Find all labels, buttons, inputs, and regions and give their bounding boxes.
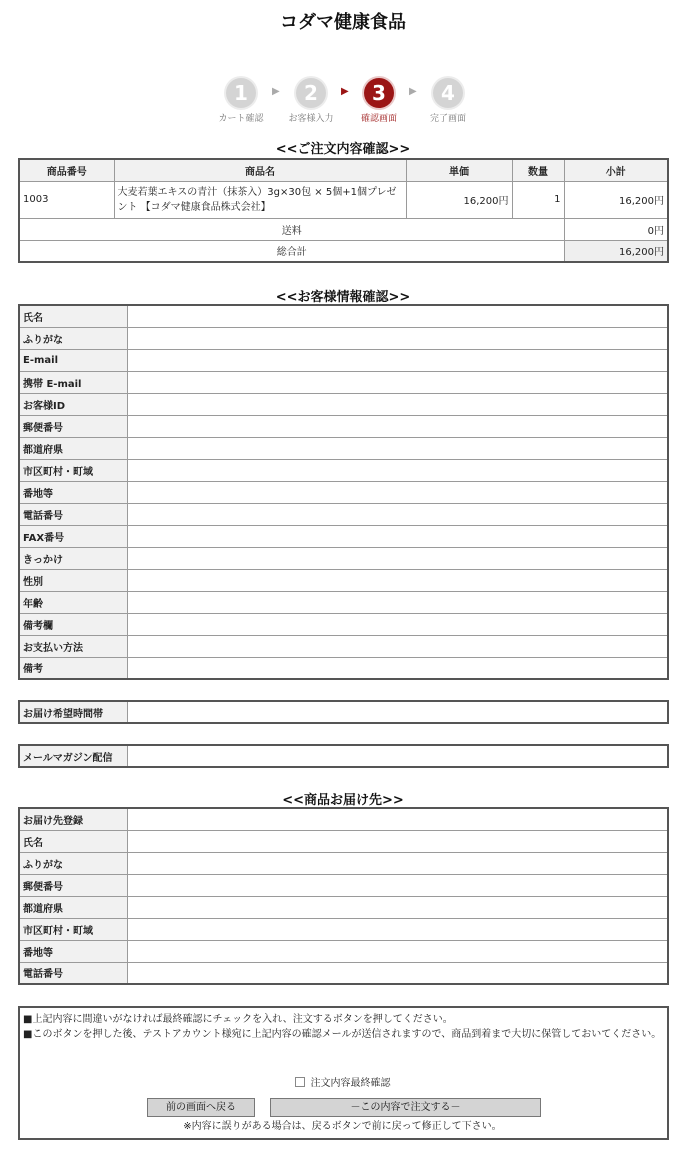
table-row [19,657,668,679]
table-row [19,481,668,503]
order-notice-box [18,1006,669,1140]
total-value: 16,200円 [564,240,668,262]
table-row [19,525,668,547]
step-arrow-icon: ▶ [409,86,417,97]
field-value [127,962,668,984]
field-value [127,503,668,525]
notice-line: ■このボタンを押した後、テストアカウント様宛に上記内容の確認メールが送信されますので、商品到着まで大切に保管しておいてください。 [23,1029,662,1040]
field-label: きっかけ [19,547,127,569]
customer-info-table [18,304,669,680]
step-label: 完了画面 [429,114,466,124]
table-row [19,940,668,962]
table-row [19,701,668,723]
col-header-price: 単価 [406,159,512,181]
field-label: お客様ID [19,393,127,415]
field-label: FAX番号 [19,525,127,547]
table-row [19,547,668,569]
field-value [127,918,668,940]
delivery-time-value [127,701,668,723]
table-row [19,349,668,371]
field-label: お支払い方法 [19,635,127,657]
step-arrow-icon: ▶ [272,86,280,97]
shipping-label: 送料 [19,218,564,240]
table-row [19,569,668,591]
field-value [127,547,668,569]
field-value [127,830,668,852]
field-label: ふりがな [19,852,127,874]
step-confirm [344,78,414,124]
field-label: 郵便番号 [19,874,127,896]
field-value [127,327,668,349]
field-label: 番地等 [19,940,127,962]
field-value [127,437,668,459]
final-confirm [20,1076,665,1091]
step-complete [413,78,483,124]
shipping-value: 0円 [564,218,668,240]
correction-note: ※内容に誤りがある場合は、戻るボタンで前に戻って修正して下さい。 [183,1121,502,1132]
step-customer-input [276,78,346,124]
field-label: 年齢 [19,591,127,613]
final-confirm-label[interactable]: 注文内容最終確認 [310,1078,391,1089]
total-label: 総合計 [19,240,564,262]
item-qty: 1 [512,181,564,218]
item-id: 1003 [19,181,114,218]
field-label: 市区町村・町域 [19,459,127,481]
step-number: 3 [364,78,394,108]
field-label: 氏名 [19,305,127,327]
field-label: 電話番号 [19,503,127,525]
order-header-row [19,159,668,181]
col-header-subtotal: 小計 [564,159,668,181]
step-number: 4 [433,78,463,108]
progress-steps [0,78,686,126]
field-label: 氏名 [19,830,127,852]
table-row [19,437,668,459]
table-row [19,852,668,874]
field-value [127,305,668,327]
table-row [19,393,668,415]
table-row [19,896,668,918]
table-row [19,962,668,984]
table-row [19,371,668,393]
shipping-row [19,218,668,240]
field-label: 郵便番号 [19,415,127,437]
item-name: 大麦若葉エキスの青汁（抹茶入）3g×30包 × 5個+1個プレゼント 【コダマ健康食品株式会社】 [114,181,406,218]
back-button[interactable]: 前の画面へ戻る [147,1098,255,1117]
delivery-time-table [18,700,669,724]
field-value [127,525,668,547]
field-value [127,349,668,371]
field-value [127,808,668,830]
field-value [127,591,668,613]
field-label: 番地等 [19,481,127,503]
field-label: 電話番号 [19,962,127,984]
order-table [18,158,669,263]
field-value [127,393,668,415]
field-value [127,852,668,874]
item-price: 16,200円 [406,181,512,218]
item-subtotal: 16,200円 [564,181,668,218]
table-row [19,745,668,767]
step-label: 確認画面 [360,114,397,124]
step-label: お客様入力 [288,114,334,124]
field-label: 備考 [19,657,127,679]
delivery-time-label: お届け希望時間帯 [19,701,127,723]
step-arrow-icon: ▶ [341,86,349,97]
customer-section-title: <<お客様情報確認>> [275,290,411,305]
notice-line: ■上記内容に間違いがなければ最終確認にチェックを入れ、注文するボタンを押してください。 [23,1014,453,1025]
table-row [19,613,668,635]
total-row [19,240,668,262]
col-header-name: 商品名 [114,159,406,181]
table-row [19,808,668,830]
field-label: 都道府県 [19,896,127,918]
field-value [127,613,668,635]
table-row [19,459,668,481]
table-row [19,415,668,437]
field-value [127,415,668,437]
final-confirm-checkbox[interactable] [295,1077,305,1087]
mail-magazine-table [18,744,669,768]
field-value [127,940,668,962]
field-value [127,896,668,918]
table-row [19,181,668,218]
field-value [127,459,668,481]
place-order-button[interactable]: －この内容で注文する－ [270,1098,541,1117]
table-row [19,327,668,349]
col-header-id: 商品番号 [19,159,114,181]
field-label: 市区町村・町域 [19,918,127,940]
page-title: コダマ健康食品 [280,12,406,33]
table-row [19,503,668,525]
table-row [19,874,668,896]
table-row [19,305,668,327]
field-label: 携帯 E-mail [19,371,127,393]
table-row [19,635,668,657]
field-value [127,481,668,503]
table-row [19,918,668,940]
field-label: 性別 [19,569,127,591]
field-label: 備考欄 [19,613,127,635]
order-section-title: <<ご注文内容確認>> [275,142,411,157]
shipping-section-title: <<商品お届け先>> [282,793,404,808]
field-value [127,874,668,896]
shipping-address-table [18,807,669,985]
field-label: 都道府県 [19,437,127,459]
field-label: お届け先登録 [19,808,127,830]
field-value [127,657,668,679]
step-label: カート確認 [218,114,264,124]
field-value [127,635,668,657]
table-row [19,830,668,852]
step-number: 1 [226,78,256,108]
field-label: E-mail [19,349,127,371]
step-cart [206,78,276,124]
table-row [19,591,668,613]
step-number: 2 [296,78,326,108]
field-label: ふりがな [19,327,127,349]
mail-magazine-label: メールマガジン配信 [19,745,127,767]
mail-magazine-value [127,745,668,767]
field-value [127,371,668,393]
col-header-qty: 数量 [512,159,564,181]
field-value [127,569,668,591]
